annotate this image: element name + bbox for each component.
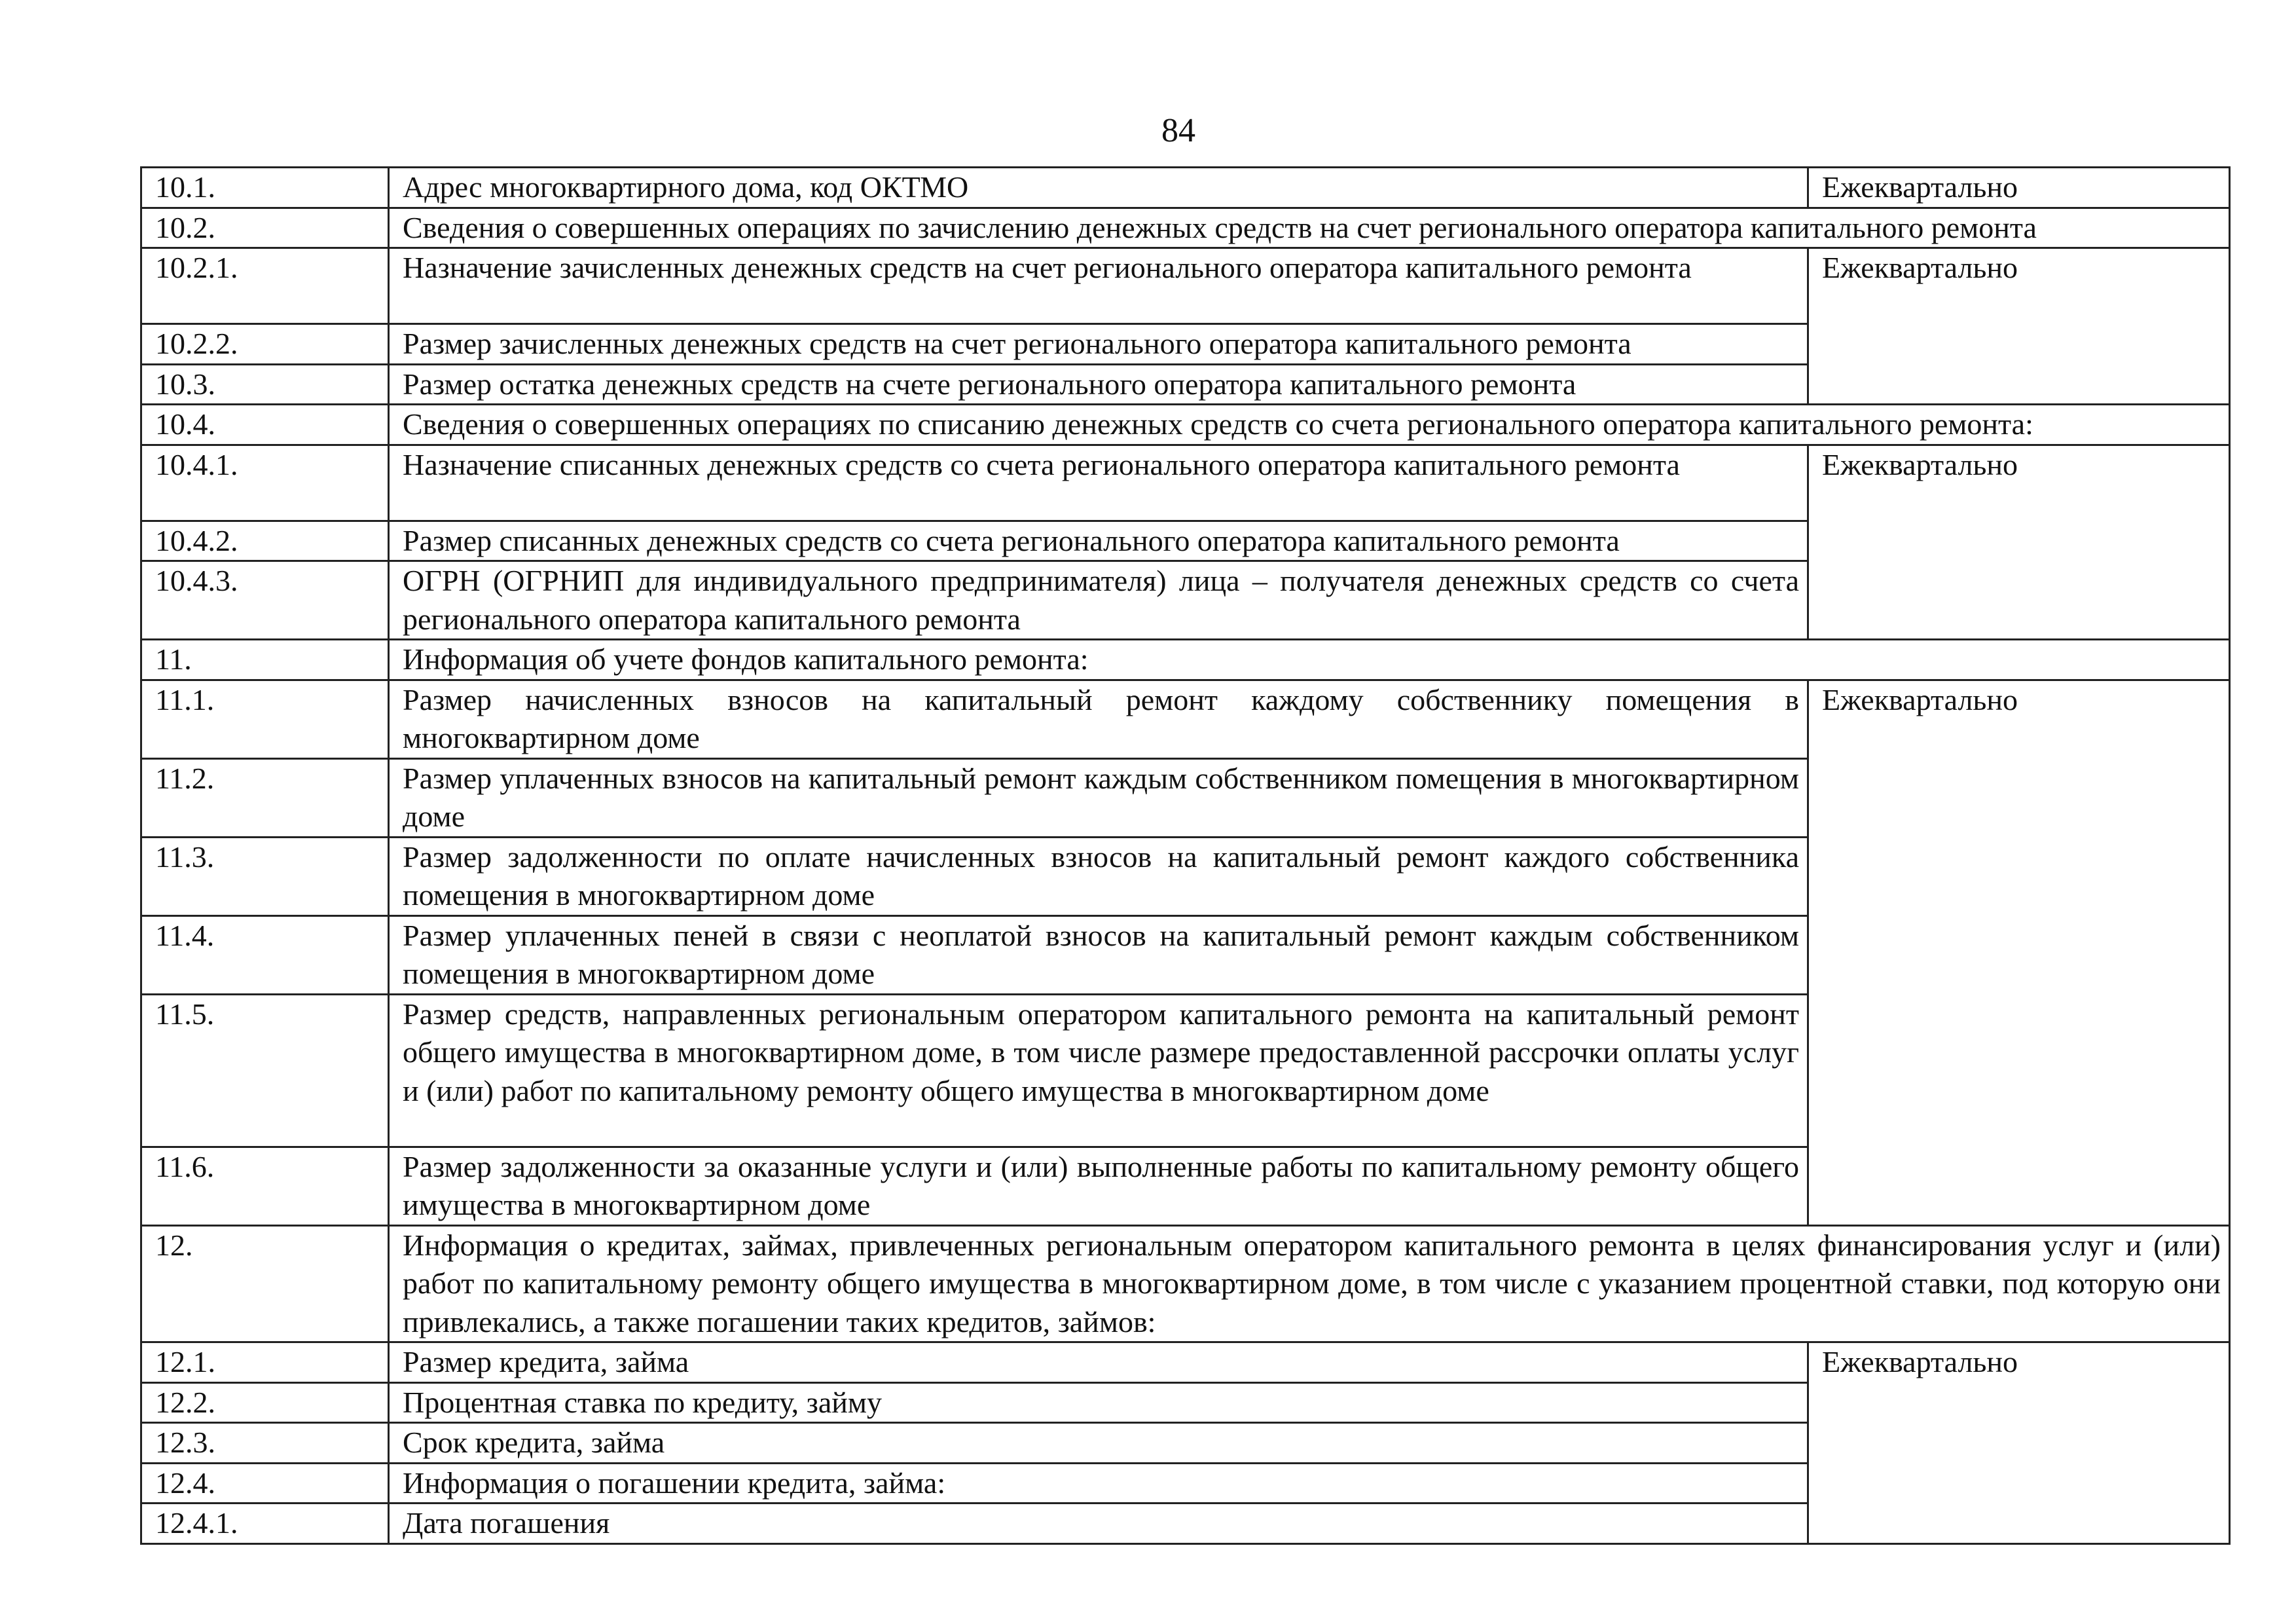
- item-number: 12.2.: [141, 1382, 389, 1423]
- table-row: [141, 248, 2230, 324]
- page-number: 84: [1161, 112, 1195, 149]
- requirements-table: [140, 166, 2231, 1545]
- item-text: Назначение зачисленных денежных средств на счет регионального оператора капитального ремонта: [389, 248, 1808, 324]
- item-number: 10.3.: [141, 364, 389, 405]
- item-number: 10.4.1.: [141, 445, 389, 521]
- table-row: [141, 168, 2230, 208]
- item-number: 10.1.: [141, 168, 389, 208]
- item-text: Размер задолженности за оказанные услуги и (или) выполненные работы по капитальному ремонту общего имущества в многоквартирном доме: [389, 1147, 1808, 1225]
- item-text: Размер задолженности по оплате начисленных взносов на капитальный ремонт каждого собственника помещения в многоквартирном доме: [389, 837, 1808, 915]
- frequency-cell: Ежеквартально: [1808, 445, 2230, 640]
- table-row: [141, 1342, 2230, 1383]
- item-text: Размер уплаченных взносов на капитальный ремонт каждым собственником помещения в многоквартирном доме: [389, 758, 1808, 837]
- item-text: Назначение списанных денежных средств со счета регионального оператора капитального ремонта: [389, 445, 1808, 521]
- item-number: 10.2.2.: [141, 324, 389, 365]
- item-number: 10.4.3.: [141, 561, 389, 640]
- table-row: [141, 1225, 2230, 1342]
- item-number: 10.2.1.: [141, 248, 389, 324]
- item-text: Размер зачисленных денежных средств на счет регионального оператора капитального ремонта: [389, 324, 1808, 365]
- item-number: 12.: [141, 1225, 389, 1342]
- table-row: [141, 208, 2230, 248]
- item-text: Срок кредита, займа: [389, 1423, 1808, 1464]
- item-text: Размер уплаченных пеней в связи с неоплатой взносов на капитальный ремонт каждым собственником помещения в многоквартирном доме: [389, 915, 1808, 994]
- section-heading: Информация об учете фондов капитального ремонта:: [389, 640, 2230, 680]
- table-row: [141, 680, 2230, 758]
- item-number: 12.4.1.: [141, 1504, 389, 1544]
- item-number: 11.4.: [141, 915, 389, 994]
- item-number: 11.1.: [141, 680, 389, 758]
- item-text: Размер кредита, займа: [389, 1342, 1808, 1383]
- item-text: Информация о погашении кредита, займа:: [389, 1463, 1808, 1504]
- item-number: 11.5.: [141, 994, 389, 1147]
- item-number: 11.6.: [141, 1147, 389, 1225]
- section-heading: Сведения о совершенных операциях по списанию денежных средств со счета регионального оператора капитального ремонта:: [389, 405, 2230, 445]
- section-heading: Сведения о совершенных операциях по зачислению денежных средств на счет регионального оператора капитального ремонта: [389, 208, 2230, 248]
- frequency-cell: Ежеквартально: [1808, 248, 2230, 405]
- item-text: Размер начисленных взносов на капитальный ремонт каждому собственнику помещения в многоквартирном доме: [389, 680, 1808, 758]
- item-number: 11.3.: [141, 837, 389, 915]
- item-text: Процентная ставка по кредиту, займу: [389, 1382, 1808, 1423]
- frequency-cell: Ежеквартально: [1808, 168, 2230, 208]
- item-number: 12.3.: [141, 1423, 389, 1464]
- table-row: [141, 405, 2230, 445]
- table-row: [141, 640, 2230, 680]
- item-number: 10.4.: [141, 405, 389, 445]
- frequency-cell: Ежеквартально: [1808, 680, 2230, 1225]
- item-number: 12.1.: [141, 1342, 389, 1383]
- item-text: Адрес многоквартирного дома, код ОКТМО: [389, 168, 1808, 208]
- table-row: [141, 445, 2230, 521]
- item-number: 10.2.: [141, 208, 389, 248]
- item-number: 10.4.2.: [141, 521, 389, 561]
- item-number: 11.2.: [141, 758, 389, 837]
- item-text: Размер средств, направленных региональным оператором капитального ремонта на капитальный ремонт общего имущества в многоквартирном доме, в том числе размере предоставленной рассрочки оплаты услуг и (или) работ по капитальному ремонту общего имущества в многоквартирном доме: [389, 994, 1808, 1147]
- section-heading: Информация о кредитах, займах, привлеченных региональным оператором капитального ремонта в целях финансирования услуг и (или) работ по капитальному ремонту общего имущества в многоквартирном доме, в том числе с указанием процентной ставки, под которую они привлекались, а также погашении таких кредитов, займов:: [389, 1225, 2230, 1342]
- item-number: 12.4.: [141, 1463, 389, 1504]
- item-text: ОГРН (ОГРНИП для индивидуального предпринимателя) лица – получателя денежных средств со счета регионального оператора капитального ремонта: [389, 561, 1808, 640]
- frequency-cell: Ежеквартально: [1808, 1342, 2230, 1544]
- item-number: 11.: [141, 640, 389, 680]
- item-text: Дата погашения: [389, 1504, 1808, 1544]
- item-text: Размер списанных денежных средств со счета регионального оператора капитального ремонта: [389, 521, 1808, 561]
- item-text: Размер остатка денежных средств на счете регионального оператора капитального ремонта: [389, 364, 1808, 405]
